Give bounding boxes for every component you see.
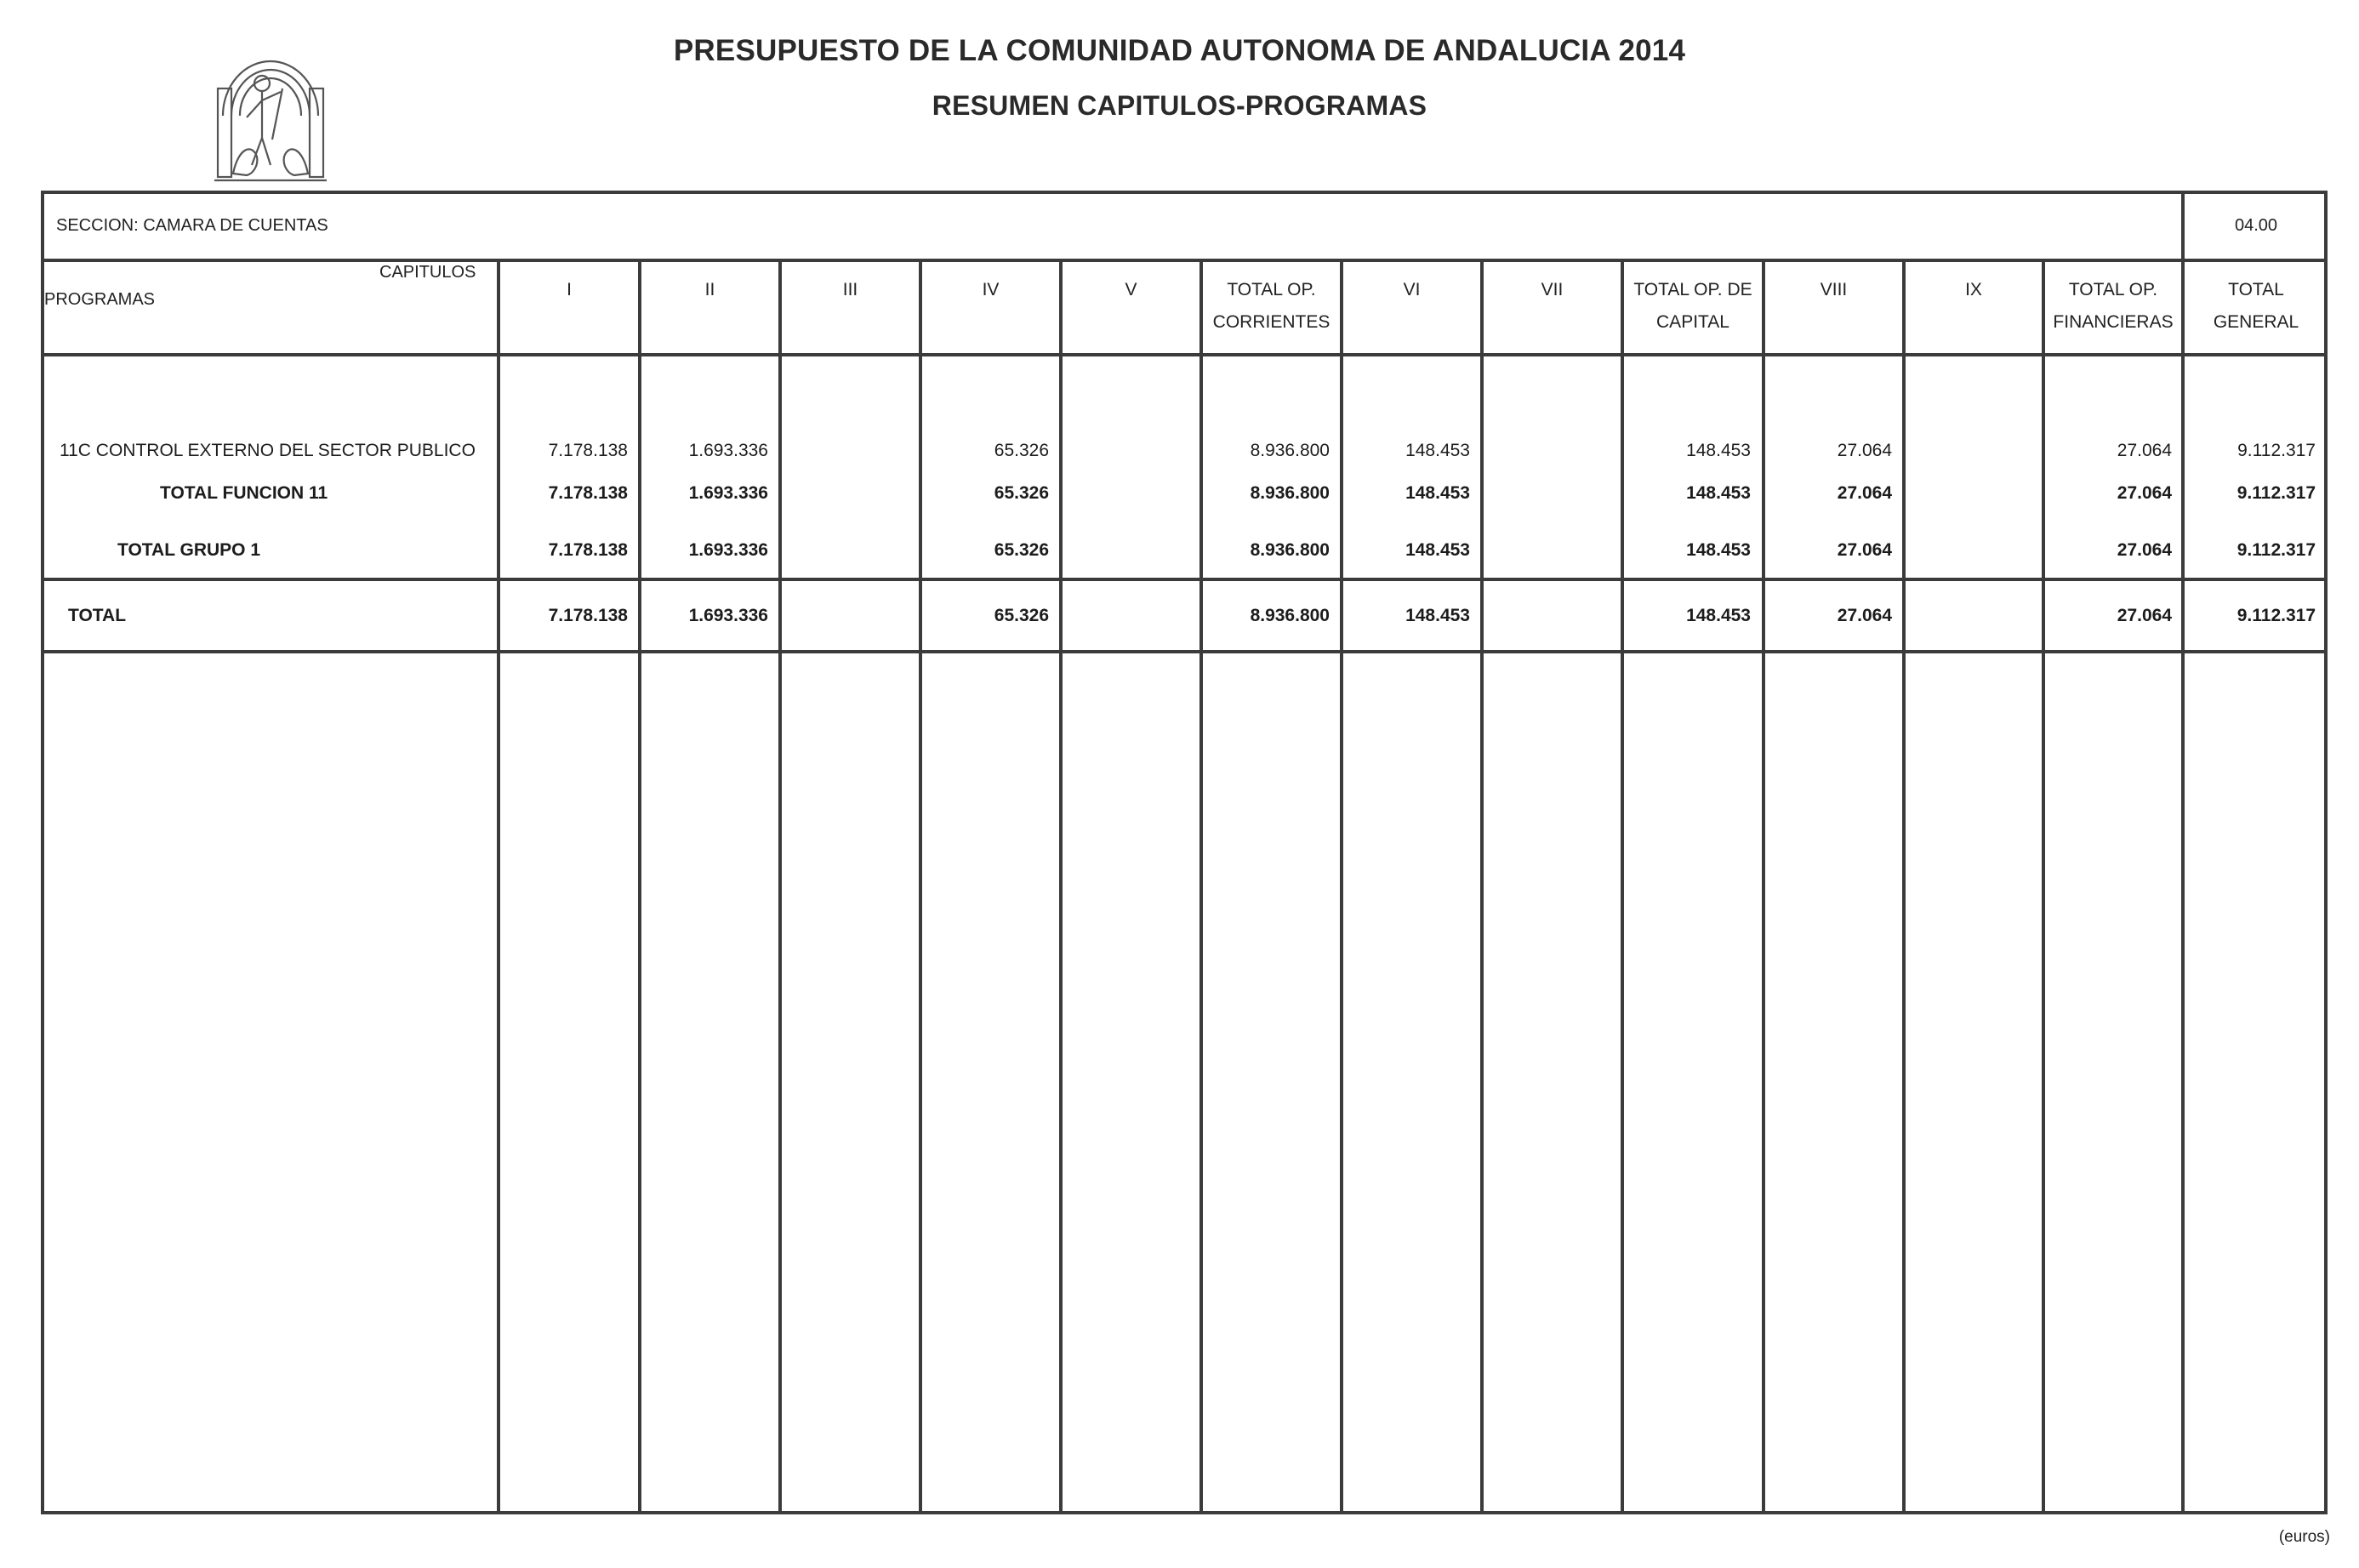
body-divider bbox=[41, 578, 2328, 581]
column-header: II bbox=[704, 280, 715, 299]
table-cell: 27.064 bbox=[1837, 540, 1892, 560]
table-cell: 9.112.317 bbox=[2236, 540, 2316, 560]
page-subtitle: RESUMEN CAPITULOS-PROGRAMAS bbox=[932, 90, 1427, 121]
table-cell: 65.326 bbox=[994, 606, 1049, 625]
table-cell: 148.453 bbox=[1686, 540, 1751, 560]
table-cell: 1.693.336 bbox=[688, 441, 768, 460]
section-code: 04.00 bbox=[2234, 216, 2278, 235]
table-cell: 9.112.317 bbox=[2236, 483, 2316, 503]
table-cell: 9.112.317 bbox=[2236, 606, 2316, 625]
table-cell: 148.453 bbox=[1686, 483, 1751, 503]
table-cell: 8.936.800 bbox=[1250, 540, 1330, 560]
column-header: TOTAL OP. DE CAPITAL bbox=[1633, 280, 1752, 332]
row-label-total-grupo: TOTAL GRUPO 1 bbox=[117, 540, 261, 560]
column-divider bbox=[1902, 259, 1906, 1514]
table-cell: 27.064 bbox=[1837, 606, 1892, 625]
table-cell: 1.693.336 bbox=[688, 606, 768, 625]
table-cell: 148.453 bbox=[1405, 483, 1470, 503]
column-header: TOTAL GENERAL bbox=[2213, 280, 2299, 332]
column-header: V bbox=[1125, 280, 1137, 299]
column-divider bbox=[1059, 259, 1063, 1514]
table-cell: 65.326 bbox=[994, 483, 1049, 503]
section-divider bbox=[41, 259, 2328, 262]
table-cell: 8.936.800 bbox=[1250, 483, 1330, 503]
table-cell: 7.178.138 bbox=[548, 540, 628, 560]
column-header: VI bbox=[1403, 280, 1421, 299]
column-header: III bbox=[842, 280, 858, 299]
table-cell: 148.453 bbox=[1405, 441, 1470, 460]
column-header: VIII bbox=[1820, 280, 1848, 299]
column-header: VII bbox=[1541, 280, 1564, 299]
table-cell: 65.326 bbox=[994, 540, 1049, 560]
row-label-total: TOTAL bbox=[68, 606, 127, 625]
table-cell: 27.064 bbox=[2117, 483, 2172, 503]
table-cell: 148.453 bbox=[1405, 606, 1470, 625]
column-divider bbox=[778, 259, 782, 1514]
table-cell: 27.064 bbox=[2117, 441, 2172, 460]
header-capitulos: CAPITULOS bbox=[379, 263, 476, 282]
total-divider bbox=[41, 650, 2328, 653]
table-cell: 148.453 bbox=[1686, 441, 1751, 460]
table-cell: 148.453 bbox=[1405, 540, 1470, 560]
table-cell: 1.693.336 bbox=[688, 483, 768, 503]
column-header: TOTAL OP. CORRIENTES bbox=[1212, 280, 1330, 332]
column-divider bbox=[2181, 259, 2185, 1514]
column-header: IX bbox=[1965, 280, 1982, 299]
header-divider bbox=[41, 353, 2328, 356]
budget-table-frame bbox=[41, 191, 2328, 1514]
table-cell: 27.064 bbox=[2117, 606, 2172, 625]
row-label-program: 11C CONTROL EXTERNO DEL SECTOR PUBLICO bbox=[60, 441, 476, 460]
table-cell: 7.178.138 bbox=[548, 483, 628, 503]
table-cell: 65.326 bbox=[994, 441, 1049, 460]
table-cell: 1.693.336 bbox=[688, 540, 768, 560]
unit-note: (euros) bbox=[2278, 1528, 2330, 1546]
table-cell: 27.064 bbox=[2117, 540, 2172, 560]
section-label: SECCION: CAMARA DE CUENTAS bbox=[56, 216, 328, 235]
header-programas: PROGRAMAS bbox=[44, 290, 156, 309]
page-title: PRESUPUESTO DE LA COMUNIDAD AUTONOMA DE ANDALUCIA 2014 bbox=[673, 34, 1686, 67]
table-cell: 27.064 bbox=[1837, 441, 1892, 460]
column-header: TOTAL OP. FINANCIERAS bbox=[2053, 280, 2174, 332]
table-cell: 7.178.138 bbox=[548, 606, 628, 625]
table-cell: 9.112.317 bbox=[2237, 441, 2316, 460]
table-cell: 7.178.138 bbox=[548, 441, 628, 460]
column-header: IV bbox=[982, 280, 1000, 299]
table-cell: 148.453 bbox=[1686, 606, 1751, 625]
column-header: I bbox=[567, 280, 572, 299]
table-cell: 8.936.800 bbox=[1250, 606, 1330, 625]
table-cell: 27.064 bbox=[1837, 483, 1892, 503]
row-label-total-funcion: TOTAL FUNCION 11 bbox=[160, 483, 328, 503]
column-divider bbox=[1480, 259, 1484, 1514]
table-cell: 8.936.800 bbox=[1250, 441, 1330, 460]
